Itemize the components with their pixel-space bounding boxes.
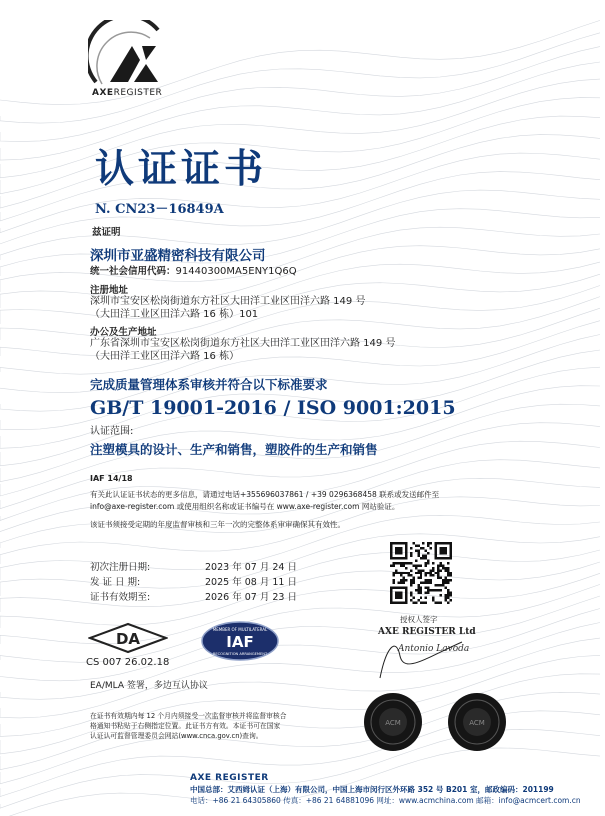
- date-label: 证书有效期至:: [90, 592, 151, 603]
- signature: Antonio Lavoda: [398, 644, 470, 654]
- validity-note-line: 格通知书粘贴于右侧指定位置。此证书方有效。本证书可在国家: [90, 722, 281, 730]
- certificate-number: N. CN23－16849A: [95, 202, 224, 217]
- validity-note-line: 在证书有效期内每 12 个月内须接受一次监督审核并将监督审核合: [90, 712, 287, 720]
- date-label: 初次注册日期:: [90, 562, 151, 573]
- signatory-company: AXE REGISTER Ltd: [378, 627, 476, 637]
- office-address: [90, 337, 395, 363]
- validity-note-line: 认证认可监督管理委员会网站(www.cnca.gov.cn)查询。: [90, 732, 263, 740]
- iaf-mark-top: MEMBER OF MULTILATERAL: [212, 627, 268, 632]
- brand-name: AXEREGISTER: [92, 88, 163, 98]
- scope-label: 认证范围:: [90, 426, 134, 437]
- ea-mla-text: EA/MLA 签署，多边互认协议: [90, 681, 208, 691]
- reg-address-line: 深圳市宝安区松岗街道东方社区大田洋工业区田洋六路 149 号: [90, 296, 366, 307]
- signature-stroke: [366, 628, 476, 683]
- date-row: [90, 555, 297, 573]
- standard: GB/T 19001-2016 / ISO 9001:2015: [90, 397, 456, 419]
- da-mark-text: DA: [115, 630, 141, 648]
- seal-text: ACM: [385, 719, 401, 727]
- date-value: 2025 年 08 月 11 日: [205, 577, 297, 588]
- info-line: info@axe-register.com 或使用组织名称或证书编号在 www.axe-register.com 网站验证。: [90, 502, 400, 511]
- seal-text: ACM: [469, 719, 485, 727]
- office-address-line: （大田洋工业区田洋六路 16 栋）: [90, 351, 240, 362]
- iaf-mark-center: IAF: [226, 633, 254, 651]
- footer-brand: AXE REGISTER: [190, 773, 269, 783]
- footer: [190, 773, 581, 806]
- reg-address-line: （大田洋工业区田洋六路 16 栋）101: [90, 309, 259, 320]
- dates-block: [90, 555, 297, 603]
- scope: 注塑模具的设计、生产和销售，塑胶件的生产和销售: [90, 442, 378, 457]
- date-value: 2026 年 07 月 23 日: [205, 592, 297, 603]
- da-accreditation-logo: [88, 622, 168, 654]
- credit-code-label: 统一社会信用代码：: [90, 266, 176, 277]
- reg-address-label: 注册地址: [90, 285, 129, 296]
- certificate-title: 认证证书: [95, 146, 268, 192]
- qr-code[interactable]: [390, 542, 452, 604]
- office-address-label: 办公及生产地址: [90, 327, 157, 338]
- date-value: 2023 年 07 月 24 日: [205, 562, 297, 573]
- info-line: 该证书须接受定期的年度监督审核和三年一次的完整体系审审确保其有效性。: [90, 520, 345, 529]
- da-code: CS 007 26.02.18: [86, 657, 170, 668]
- iaf-mark-bottom: RECOGNITION ARRANGEMENT: [212, 652, 268, 656]
- footer-contact: 电话：+86 21 64305860 传真：+86 21 64881096 网址：www.acmchina.com 邮箱：info@acmcert.com.cn: [190, 796, 581, 805]
- info-line: 有关此认证证书状态的更多信息，请通过电话+35569603​7861 / +39 0296368458 联系或发送邮件至: [90, 490, 440, 499]
- date-label: 发 证 日 期:: [90, 577, 141, 588]
- date-row: [90, 570, 297, 588]
- iaf-mark: [200, 620, 280, 662]
- credit-code-row: [90, 265, 297, 278]
- surveillance-seal: [363, 692, 423, 752]
- info-text: [90, 489, 490, 531]
- company-name: 深圳市亚盛精密科技有限公司: [90, 248, 266, 264]
- footer-address: 中国总部：艾西姆认证（上海）有限公司，中国上海市闵行区外环路 352 号 B201 室，邮政编码：201199: [190, 785, 554, 794]
- credit-code-value: 91440300MA5ENY1Q6Q: [175, 266, 297, 277]
- office-address-line: 广东省深圳市宝安区松岗街道东方社区大田洋工业区田洋六路 149 号: [90, 338, 396, 349]
- iaf-code: IAF 14/18: [90, 474, 133, 483]
- validity-note: [90, 711, 287, 741]
- date-row: [90, 585, 297, 603]
- reg-address: [90, 295, 365, 321]
- surveillance-seal: [447, 692, 507, 752]
- requirement-statement: 完成质量管理体系审核并符合以下标准要求: [90, 377, 328, 392]
- authorized-label: 授权人签字: [400, 615, 438, 624]
- certify-label: 兹证明: [92, 227, 121, 238]
